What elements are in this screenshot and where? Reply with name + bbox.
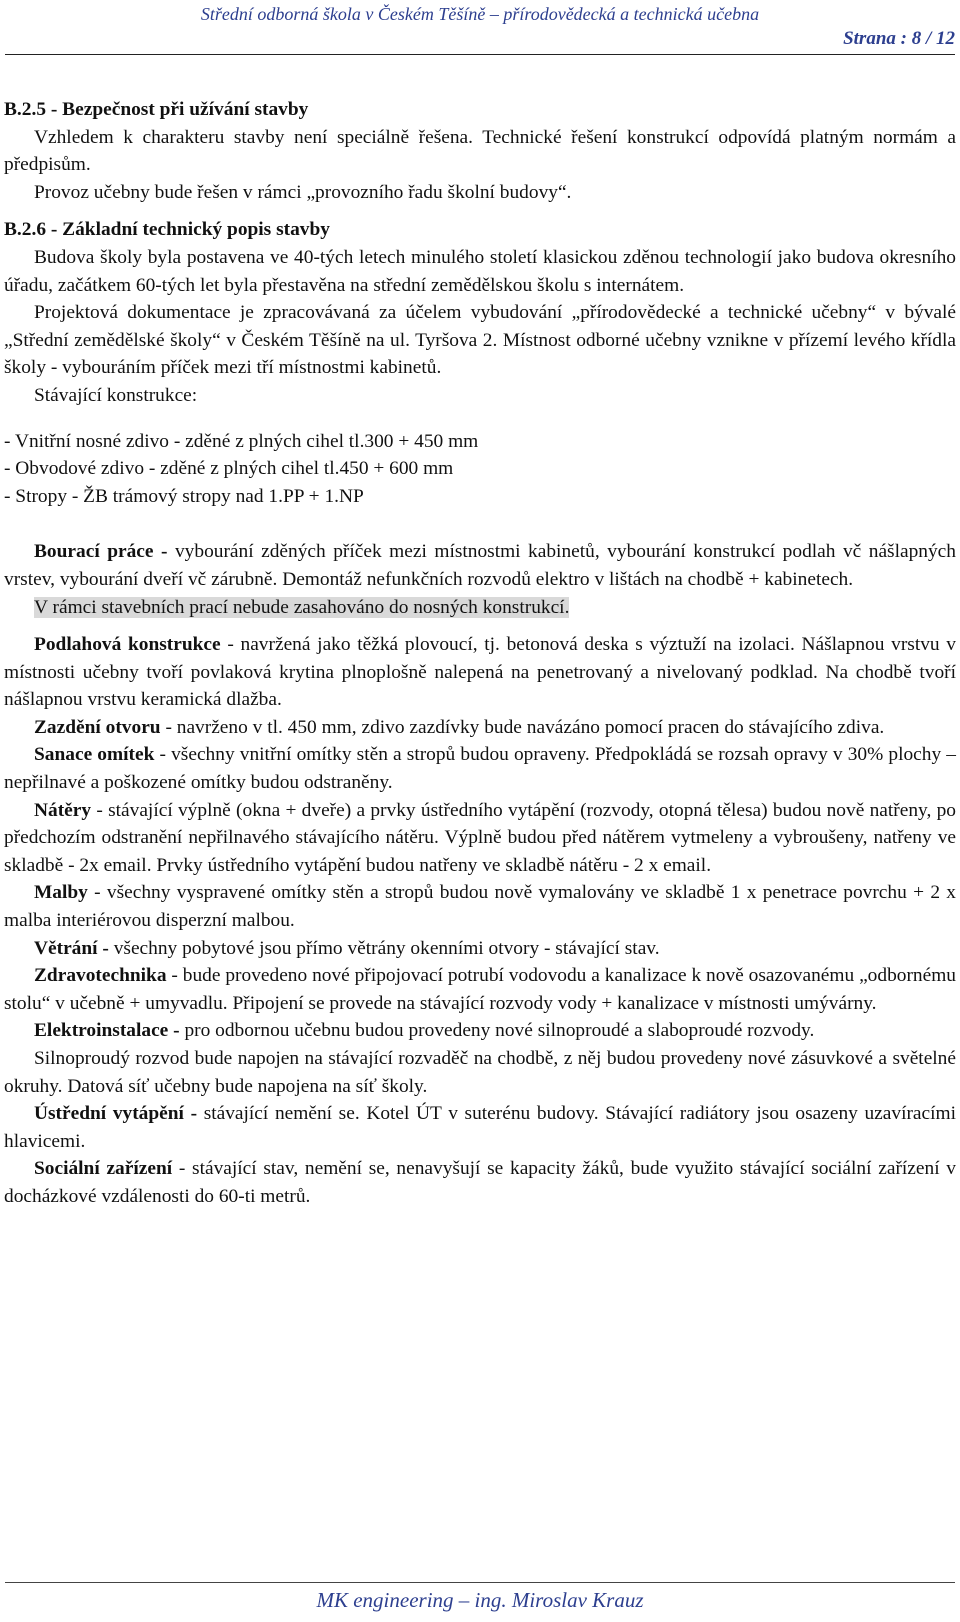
- term: Ústřední vytápění -: [34, 1103, 198, 1125]
- footer-divider: [5, 1582, 955, 1583]
- demolition-paragraph: [4, 538, 956, 593]
- term-text: - bude provedeno nové připojovací potrubí vodovodu a kanalizace k nově osazovanému „odbornému stolu“ v učebně + umyvadlu. Připojení se provede na stávající rozvody vody + kanalizace v místnosti umývárny.: [4, 965, 956, 1014]
- term-text: - navržená jako těžká plovoucí, tj. betonová deska s výztuží na izolaci. Nášlapnou vrstvu v místnosti učebny tvoří povlaková krytina plnoplošně nalepená na penetrovaný a nivelovaný podklad. Na chodbě tvoří nášlapnou vrstvu keramická dlažba.: [4, 634, 957, 711]
- term: Zazdění otvoru: [34, 716, 161, 738]
- document-body: [4, 96, 956, 1211]
- term: Malby: [34, 882, 88, 904]
- term: Sociální zařízení: [34, 1158, 173, 1180]
- term: Zdravotechnika: [34, 965, 167, 987]
- term-text: - navrženo v tl. 450 mm, zdivo zazdívky bude navázáno pomocí pracen do stávajícího zdiva.: [160, 716, 885, 738]
- term-text: pro odbornou učebnu budou provedeny nové silnoproudé a slaboproudé rozvody.: [179, 1020, 815, 1042]
- item-paragraph: [4, 1045, 956, 1100]
- term: Bourací práce -: [34, 541, 168, 563]
- term: Sanace omítek: [34, 744, 155, 766]
- paragraph: Projektová dokumentace je zpracovávaná za účelem vybudování „přírodovědecké a technické učebny“ v bývalé „Střední zemědělské školy“ v Českém Těšíně na ul. Tyršova 2. Místnost odborné učebny vznikne v přízemí levého křídla školy - vybouráním příček mezi tří místnostmi kabinetů.: [4, 302, 956, 379]
- term-text: - stávající výplně (okna + dveře) a prvky ústředního vytápění (rozvody, otopná tělesa) budou nově natřeny, po předchozím odstranění nepřilnavého stávajícího nátěru. Výplně budou před nátěrem vytmeleny a vybroušeny, natřeny ve skladbě - 2x email. Prvky ústředního vytápění budou natřeny ve skladbě nátěru - 2 x email.: [4, 799, 956, 876]
- paragraph: Provoz učebny bude řešen v rámci „provozního řadu školní budovy“.: [34, 181, 572, 203]
- page-footer: MK engineering – ing. Miroslav Krauz: [316, 1588, 644, 1612]
- item-paragraph: [4, 1155, 956, 1210]
- term: Nátěry: [34, 799, 92, 821]
- paragraph: Budova školy byla postavena ve 40-tých letech minulého století klasickou zděnou technologií jako budova okresního úřadu, začátkem 60-tých let byla přestavěna na střední zemědělskou školu s internátem.: [4, 246, 956, 296]
- item-paragraph: [4, 741, 956, 796]
- highlighted-note: V rámci stavebních prací nebude zasahováno do nosných konstrukcí.: [34, 596, 570, 618]
- item-paragraph: [4, 714, 956, 742]
- list-item: - Obvodové zdivo - zděné z plných cihel tl.450 + 600 mm: [4, 458, 454, 480]
- term: Podlahová konstrukce: [34, 634, 221, 656]
- item-paragraph: [4, 797, 956, 880]
- item-paragraph: [4, 879, 956, 934]
- item-paragraph: [4, 1017, 956, 1045]
- term: Větrání -: [34, 937, 109, 959]
- item-paragraph: [4, 962, 956, 1017]
- term-text: stávající nemění se. Kotel ÚT v suterénu budovy. Stávající radiátory jsou osazeny uzavíracími hlavicemi.: [4, 1103, 957, 1152]
- item-paragraph: [4, 631, 956, 714]
- existing-structures-label: Stávající konstrukce:: [34, 384, 198, 406]
- paragraph: Vzhledem k charakteru stavby není speciálně řešena. Technické řešení konstrukcí odpovídá platným normám a předpisům.: [4, 126, 956, 176]
- header-school-name: Střední odborná škola v Českém Těšíně – přírodovědecká a technická učebna: [200, 4, 760, 24]
- demolition-note: [4, 594, 956, 622]
- term-text: - všechny vnitřní omítky stěn a stropů budou opraveny. Předpokládá se rozsah opravy v 30% plochy – nepřilnavé a poškozené omítky budou odstraněny.: [4, 744, 956, 794]
- section-heading-b25: B.2.5 - Bezpečnost při užívání stavby: [4, 99, 309, 120]
- term-text: všechny pobytové jsou přímo větrány okenními otvory - stávající stav.: [108, 937, 660, 959]
- term-text: Silnoproudý rozvod bude napojen na stávající rozvaděč na chodbě, z něj budou provedeny nové zásuvkové a světelné okruhy. Datová síť učebny bude napojena na síť školy.: [4, 1048, 956, 1097]
- term-text: - všechny vyspravené omítky stěn a stropů budou nově vymalovány ve skladbě 1 x penetrace povrchu + 2 x malba interiérovou disperzní malbou.: [4, 882, 956, 932]
- term: Elektroinstalace -: [34, 1020, 180, 1042]
- header-divider: [5, 54, 955, 55]
- page-number: Strana : 8 / 12: [843, 28, 955, 49]
- section-heading-b26: B.2.6 - Základní technický popis stavby: [4, 219, 330, 241]
- term-text: vybourání zděných příček mezi místnostmi kabinetů, vybourání konstrukcí podlah vč nášlapných vrstev, vybourání dveří vč zárubně. Demontáž nefunkčních rozvodů elektro v lištách na chodbě + kabinetech.: [4, 541, 956, 590]
- term-text: - stávající stav, nemění se, nenavyšují se kapacity žáků, bude využito stávající sociální zařízení v docházkové vzdálenosti do 60-ti metrů.: [4, 1158, 956, 1207]
- item-paragraph: [4, 1100, 956, 1155]
- list-item: - Vnitřní nosné zdivo - zděné z plných cihel tl.300 + 450 mm: [4, 430, 479, 452]
- list-item: - Stropy - ŽB trámový stropy nad 1.PP + 1.NP: [4, 485, 364, 507]
- page-header: [0, 0, 960, 56]
- item-paragraph: [4, 935, 956, 963]
